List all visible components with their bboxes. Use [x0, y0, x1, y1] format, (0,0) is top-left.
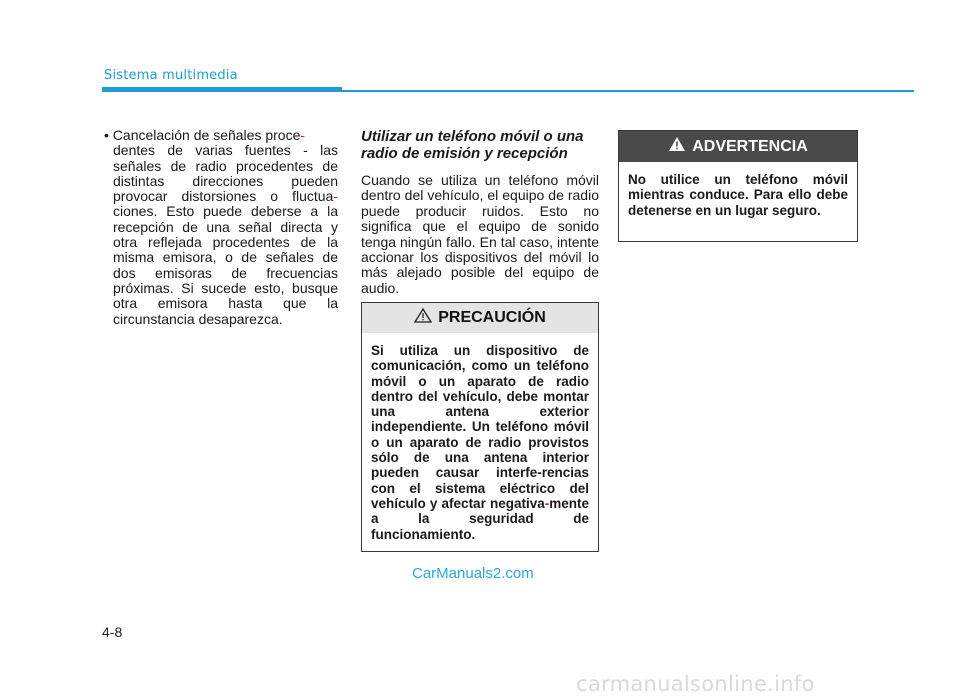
warning-title: ADVERTENCIA — [692, 137, 808, 155]
caution-header — [362, 303, 598, 333]
caution-text-part-1: Si utiliza un dispositivo de comunicación, como un teléfono móvil o un aparato de radio dentro del vehículo, debe montar una antena exterior independiente. Un teléfono móvil o un aparato de radio provistos sólo de una antena interior pueden causar interfe-rencias con el sistema eléctrico del vehículo y afectar negativa — [371, 343, 589, 511]
warning-triangle-outline-icon — [414, 308, 432, 328]
caution-title: PRECAUCIÓN — [438, 309, 546, 326]
middle-column — [361, 128, 599, 296]
bullet-lead-text: • Cancelación de señales proce — [104, 127, 301, 143]
header-rule-thin — [342, 90, 914, 92]
subheading: Utilizar un teléfono móvil o una radio de emisión y recepción — [361, 128, 584, 162]
caution-box — [361, 302, 599, 552]
hyphen-mark: - — [333, 188, 338, 205]
warning-text: No utilice un teléfono móvil mientras conduce. Para ello debe detenerse en un lugar seguro. — [628, 172, 848, 218]
bullet-signal-cancellation — [104, 128, 338, 327]
header-rule-thick — [102, 87, 342, 92]
hyphen-mark: - — [544, 495, 550, 511]
left-column — [104, 128, 338, 327]
watermark: carmanualsonline.info — [576, 672, 815, 696]
page-number: 4-8 — [102, 624, 123, 640]
footer-logo: CarManuals2.com — [412, 565, 534, 582]
warning-header — [619, 131, 857, 162]
caution-text-part-2: mente a la seguridad de funcionamiento. — [371, 495, 589, 542]
hyphen-mark: - — [300, 127, 306, 143]
bullet-body-part-1: dentes de varias fuentes - las señales de radio procedentes de distintas direcciones pueden provocar distorsiones o fluctua — [113, 142, 338, 205]
section-title: Sistema multimedia — [104, 68, 238, 83]
warning-triangle-icon — [668, 136, 686, 157]
caution-text — [362, 333, 598, 550]
body-paragraph: Cuando se utiliza un teléfono móvil dentro del vehículo, el equipo de radio puede producir ruidos. Esto no significa que el equipo de sonido tenga ningún fallo. En tal caso, intente accionar los dispositivos del móvil lo más alejado posible del equipo de audio. — [361, 172, 599, 296]
warning-box — [618, 130, 858, 242]
bullet-body-part-2: ciones. Esto puede deberse a la recepción de una señal directa y otra reflejada procedentes de la misma emisora, o de señales de dos emisoras de frecuencias próximas. Si sucede esto, busque otra emisora hasta que la circunstancia desaparezca. — [113, 203, 338, 327]
